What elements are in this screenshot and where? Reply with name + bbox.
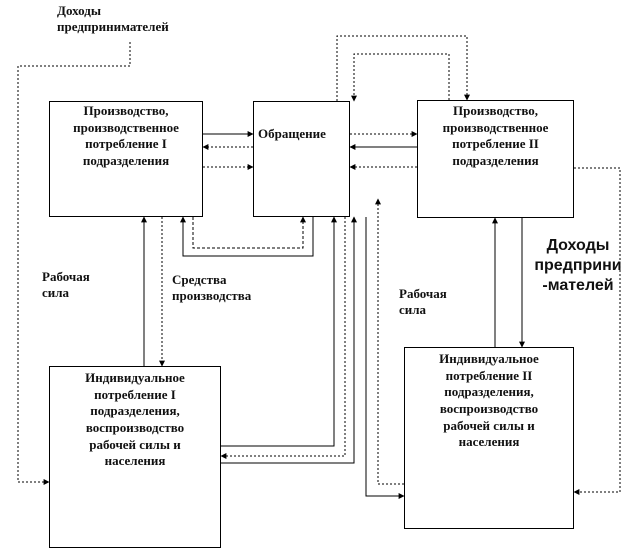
indiv2-to-circulation [378, 199, 404, 484]
income-right-loop [574, 168, 620, 492]
labor-right-label: Рабочая сила [399, 286, 447, 318]
means-loop-solid [183, 217, 313, 256]
circulation-text: Обращение [258, 126, 326, 141]
indiv1-to-circulation-a [221, 217, 334, 446]
production-2-box [417, 100, 574, 218]
production-1-text: Производство, производственное потребление I подразделения [73, 103, 179, 168]
means-of-production-label: Средства производства [172, 272, 252, 304]
means-loop-dashed [193, 217, 303, 248]
circulation-box [253, 101, 350, 217]
production-1-box [49, 101, 203, 217]
top-loop-outer [337, 36, 467, 101]
labor-left-label: Рабочая сила [42, 269, 90, 301]
circulation-to-indiv2 [366, 217, 404, 496]
individual-consumption-1-text: Индивидуальное потребление I подразделения, воспроизводство рабочей силы и населения [85, 370, 185, 469]
individual-consumption-2-box [404, 347, 574, 529]
individual-consumption-1-box [49, 366, 221, 548]
income-right-label: Доходы предприни -мателей [534, 237, 622, 294]
circulation-to-indiv1 [221, 217, 345, 456]
production-2-text: Производство, производственное потребление II подразделения [442, 103, 549, 168]
individual-consumption-2-text: Индивидуальное потребление II подразделения, воспроизводство рабочей силы и населения [439, 351, 539, 450]
top-loop-inner [354, 54, 449, 101]
income-top-label: Доходы предпринимателей [57, 3, 169, 35]
